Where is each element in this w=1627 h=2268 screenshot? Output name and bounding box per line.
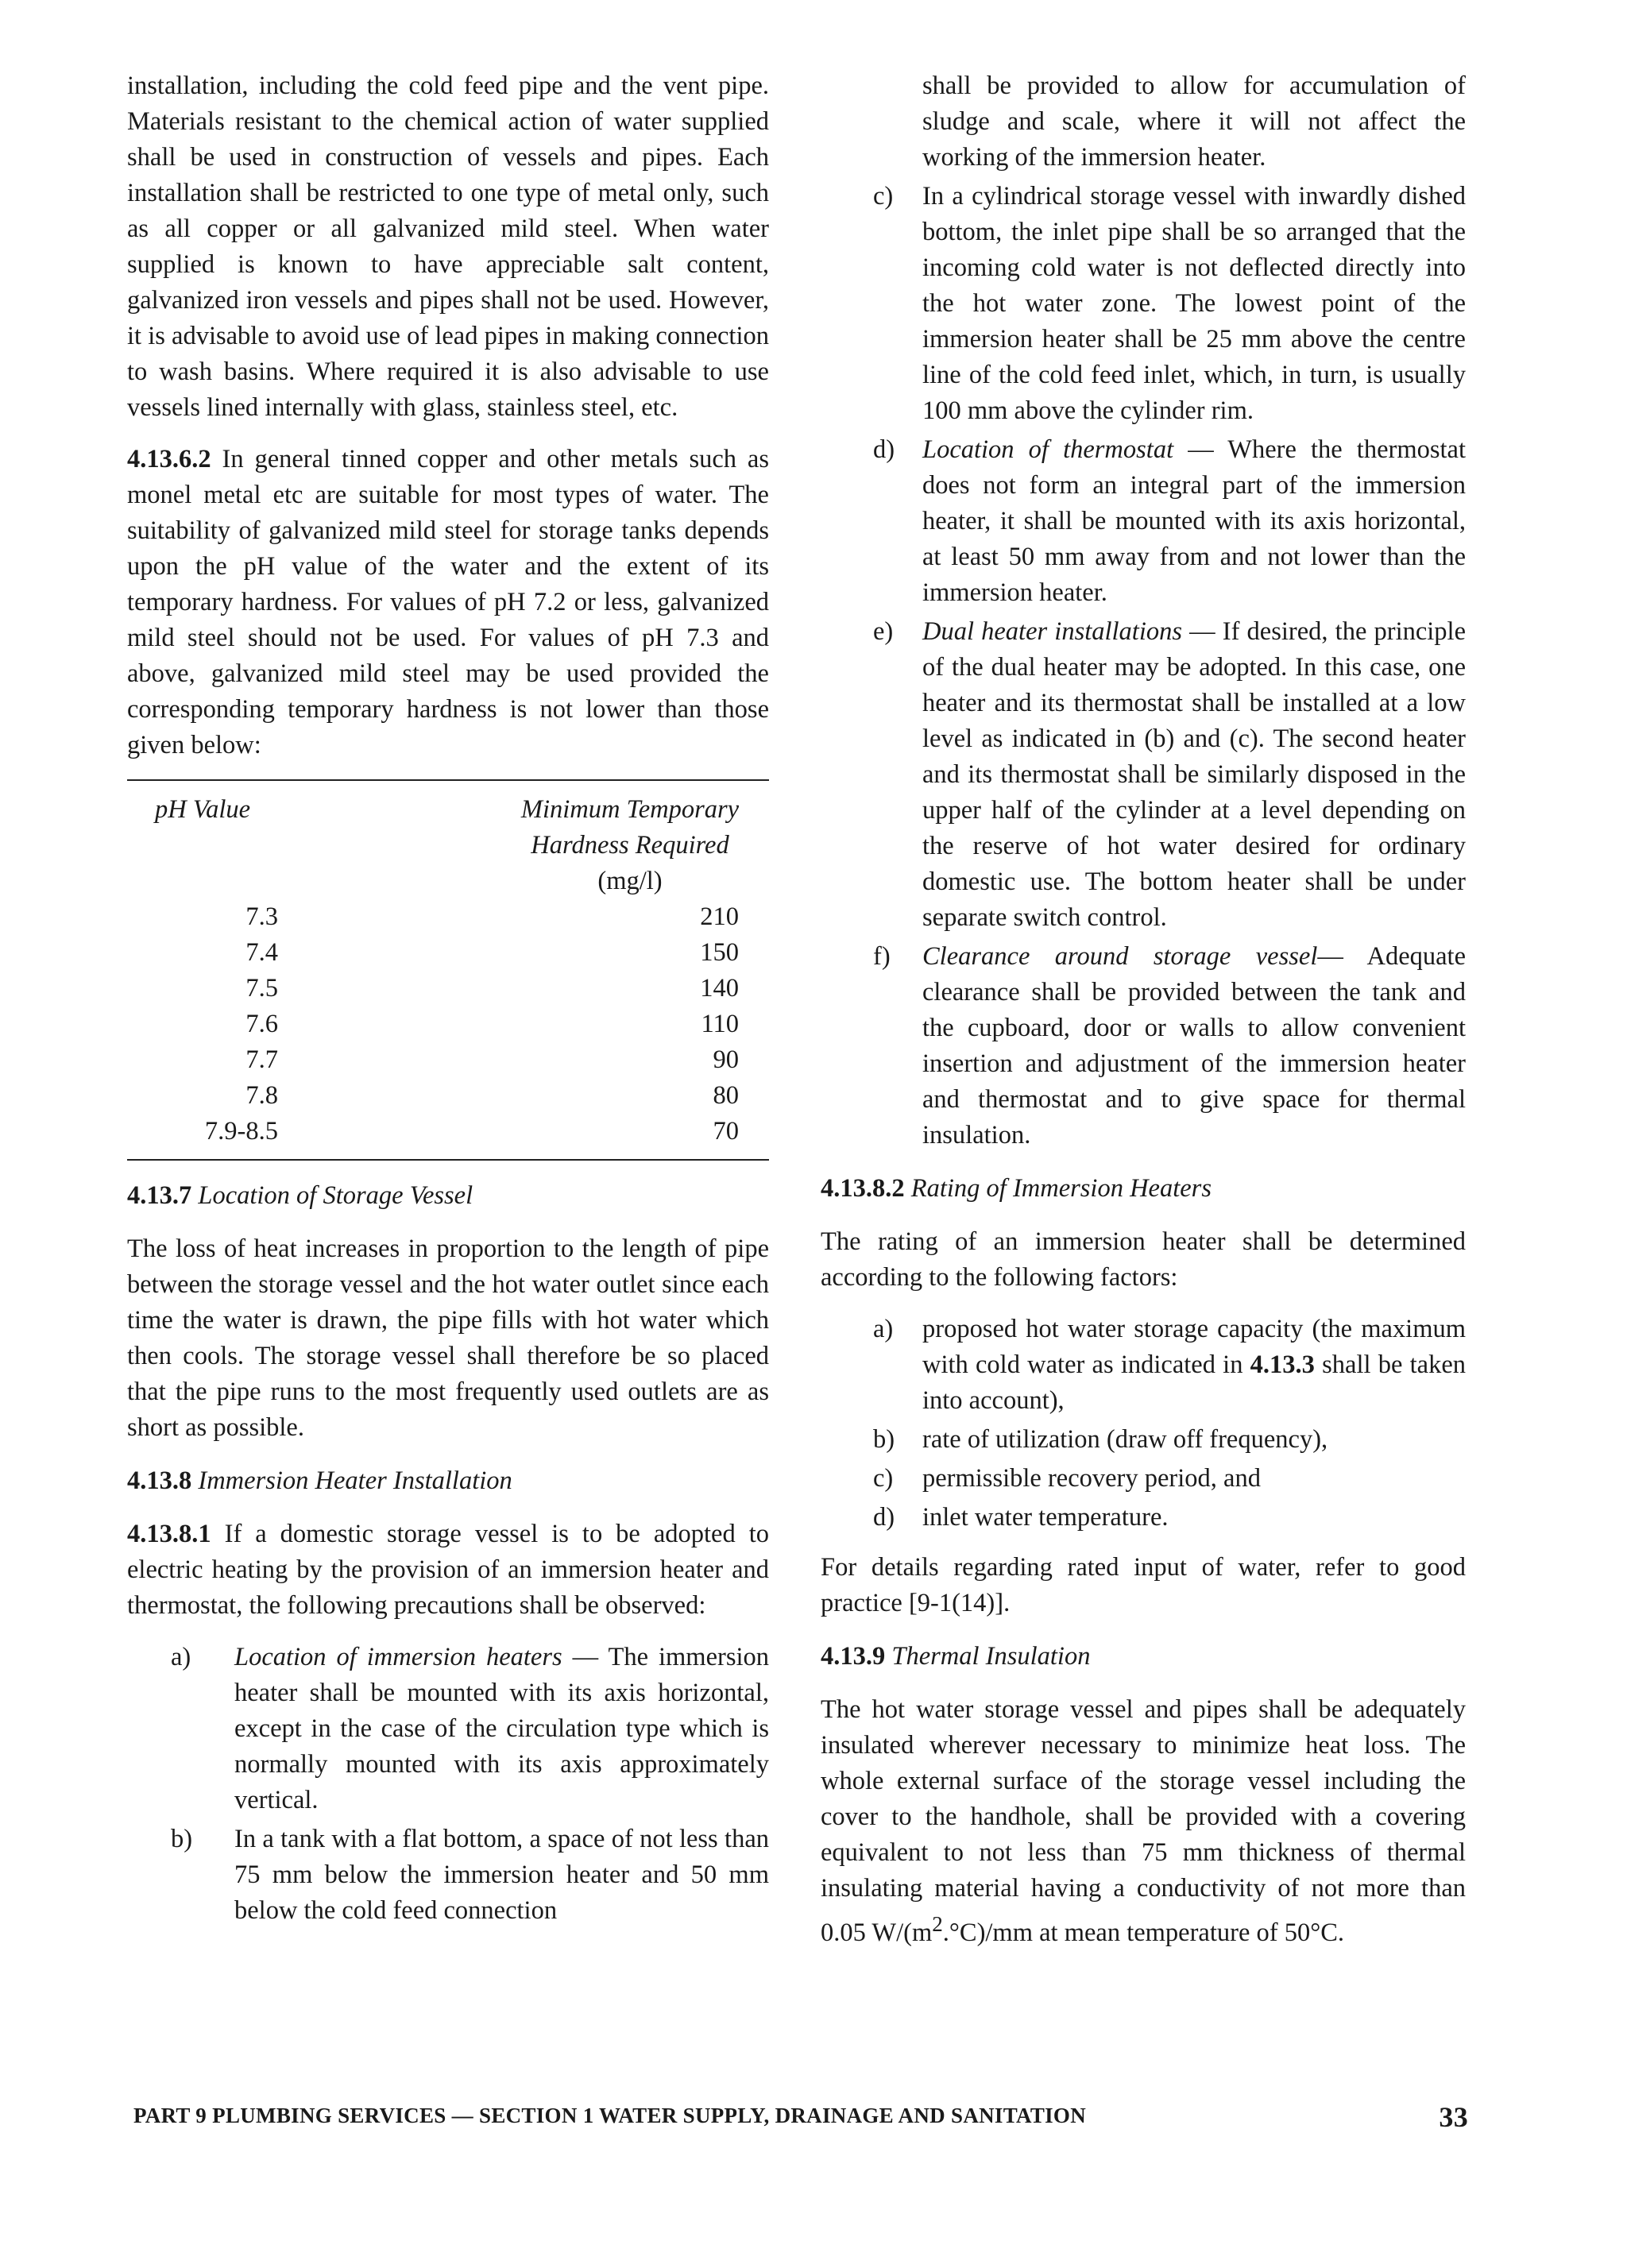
item-title: Location of thermostat [922, 435, 1174, 464]
precautions-list-continued [821, 68, 1466, 1153]
hardness-cell: 140 [700, 974, 739, 1003]
clause-4-13-8-1 [127, 1517, 769, 1624]
hardness-cell: 150 [700, 938, 739, 967]
hardness-cell: 210 [700, 902, 739, 931]
list-item: d) Location of thermostat — Where the thermostat does not form an integral part of the immersion heater, it shall be mounted with its axis horizontal, at least 50 mm away from and not lower than the immersion heater. [821, 432, 1466, 611]
column-header-unit: (mg/l) [597, 867, 663, 895]
item-text: shall be taken into account), [922, 1350, 1467, 1415]
table-row [127, 935, 769, 971]
clause-number: 4.13.8.2 [821, 1174, 905, 1203]
item-text: shall be provided to allow for accumulation of sludge and scale, where it will not affect the working of the immersion heater. [922, 71, 1466, 172]
table-row [127, 1114, 769, 1149]
hardness-cell: 80 [713, 1081, 739, 1110]
ph-cell: 7.8 [245, 1081, 278, 1110]
page-number: 33 [1439, 2101, 1468, 2133]
footer-title: PART 9 PLUMBING SERVICES — SECTION 1 WATER SUPPLY, DRAINAGE AND SANITATION [133, 2104, 1087, 2127]
list-item [821, 179, 1466, 429]
clause-number: 4.13.8 [127, 1466, 192, 1495]
item-text: permissible recovery period, and [922, 1464, 1261, 1493]
item-title: Location of immersion heaters [234, 1643, 562, 1671]
clause-title: Thermal Insulation [891, 1642, 1091, 1671]
item-text: inlet water temperature. [922, 1503, 1169, 1532]
list-item: f) Clearance around storage vessel— Adequate clearance shall be provided between the tank and the cupboard, door or walls to allow convenient insertion and adjustment of the immersion heater and thermostat and to give space for thermal insulation. [821, 939, 1466, 1153]
list-marker: b) [873, 1425, 895, 1454]
list-marker: f) [873, 942, 891, 971]
item-text: The immersion heater shall be mounted with its axis horizontal, except in the case of the circulation type which is normally mounted with its axis approximately vertical. [234, 1643, 770, 1814]
column-header-line: Minimum Temporary [520, 795, 740, 824]
precautions-list [127, 1640, 769, 1929]
item-text: proposed hot water storage capacity (the maximum with cold water as indicated in [922, 1315, 1466, 1379]
hardness-cell: 70 [713, 1117, 739, 1146]
list-item: e) Dual heater installations — If desired, the principle of the dual heater may be adopted. In this case, one heater and its thermostat shall be installed at a low level as indicated in (b) and (c). The second heater and its thermostat shall be similarly disposed in the upper half of the cylinder at a level depending on the reserve of hot water desired for ordinary domestic use. The bottom heater shall be under separate switch control. [821, 614, 1466, 936]
clause-4-13-7-text: The loss of heat increases in proportion to the length of pipe between the storage vessel and the hot water outlet since each time the water is drawn, the pipe fills with hot water which then cools. The storage vessel shall therefore be so placed that the pipe runs to the most frequently used outlets are as short as possible. [127, 1234, 769, 1442]
clause-4-13-9-text [821, 1692, 1466, 1951]
clause-number: 4.13.7 [127, 1181, 192, 1210]
list-marker: d) [873, 435, 895, 464]
list-item [127, 1822, 769, 1929]
list-item [821, 1422, 1466, 1458]
ph-cell: 7.7 [245, 1045, 278, 1074]
clause-text: If a domestic storage vessel is to be adopted to electric heating by the provision of an immersion heater and thermostat, the following precautions shall be observed: [127, 1520, 769, 1620]
table-row [127, 899, 769, 935]
list-marker: b) [171, 1825, 193, 1853]
clause-number: 4.13.6.2 [127, 445, 211, 473]
rating-factors-list [821, 1312, 1466, 1536]
ph-cell: 7.6 [245, 1010, 278, 1038]
item-text: Adequate clearance shall be provided between the tank and the cupboard, door or walls to allow convenient insertion and adjustment of the immersion heater and thermostat and to give space for thermal insulation. [922, 942, 1466, 1149]
details-reference: For details regarding rated input of water, refer to good practice [9-1(14)]. [821, 1553, 1466, 1617]
clause-title: Immersion Heater Installation [198, 1466, 512, 1495]
heading-4-13-7 [127, 1178, 769, 1214]
table-row [127, 1042, 769, 1078]
list-item-continuation [821, 68, 1466, 176]
list-item [821, 1461, 1466, 1497]
ph-cell: 7.4 [245, 938, 278, 967]
clause-reference: 4.13.3 [1250, 1350, 1315, 1379]
item-text: rate of utilization (draw off frequency), [922, 1425, 1328, 1454]
column-header-ph: pH Value [155, 795, 251, 824]
table-header [127, 792, 769, 899]
list-marker: e) [873, 617, 894, 646]
heading-4-13-9 [821, 1639, 1466, 1675]
item-title: Clearance around storage vessel [922, 942, 1318, 971]
list-marker: c) [873, 182, 894, 211]
clause-number: 4.13.8.1 [127, 1520, 211, 1548]
clause-title: Location of Storage Vessel [198, 1181, 473, 1210]
item-text: In a tank with a flat bottom, a space of not less than 75 mm below the immersion heater and 50 mm below the cold feed connection [234, 1825, 769, 1925]
heading-4-13-8-2 [821, 1171, 1466, 1207]
heading-4-13-8 [127, 1463, 769, 1499]
item-text: If desired, the principle of the dual heater may be adopted. In this case, one heater and its thermostat shall be installed at a low level as indicated in (b) and (c). The second heater and its thermostat shall be similarly disposed in the upper half of the cylinder at a level depending on the reserve of hot water desired for ordinary domestic use. The bottom heater shall be under separate switch control. [922, 617, 1467, 932]
hardness-cell: 90 [713, 1045, 739, 1074]
list-item: a) Location of immersion heaters — The immersion heater shall be mounted with its axis horizontal, except in the case of the circulation type which is normally mounted with its axis approximately vertical. [127, 1640, 769, 1818]
clause-4-13-8-2-text: The rating of an immersion heater shall be determined according to the following factors: [821, 1227, 1466, 1292]
ph-cell: 7.3 [245, 902, 278, 931]
clause-text: The hot water storage vessel and pipes shall be adequately insulated wherever necessary to minimize heat loss. The whole external surface of the storage vessel including the cover to the handhole, shall be provided with a covering equivalent to not less than 75 mm thickness of thermal insulating material having a conductivity of not more than 0.05 W/(m [821, 1695, 1466, 1947]
column-header-line: Hardness Required [531, 831, 729, 860]
list-marker: c) [873, 1464, 894, 1493]
hardness-cell: 110 [701, 1010, 739, 1038]
list-marker: a) [171, 1643, 191, 1671]
list-marker: a) [873, 1315, 894, 1343]
clause-number: 4.13.9 [821, 1642, 886, 1671]
list-item [821, 1312, 1466, 1419]
left-column [127, 68, 769, 1932]
clause-text: .°C)/mm at mean temperature of 50°C. [942, 1918, 1345, 1947]
right-column [821, 68, 1466, 1967]
intro-paragraph: installation, including the cold feed pipe and the vent pipe. Materials resistant to the chemical action of water supplied shall be used in construction of vessels and pipes. Each installation shall be restricted to one type of metal only, such as all copper or all galvanized mild steel. When water supplied is known to have appreciable salt content, galvanized iron vessels and pipes shall not be used. However, it is advisable to avoid use of lead pipes in making connection to wash basins. Where required it is also advisable to use vessels lined internally with glass, stainless steel, etc. [127, 71, 769, 422]
table-row [127, 1006, 769, 1042]
item-title: Dual heater installations [922, 617, 1183, 646]
ph-cell: 7.9-8.5 [204, 1117, 278, 1146]
clause-title: Rating of Immersion Heaters [910, 1174, 1212, 1203]
clause-4-13-6-2 [127, 442, 769, 763]
item-text: In a cylindrical storage vessel with inwardly dished bottom, the inlet pipe shall be so arranged that the incoming cold water is not deflected directly into the hot water zone. The lowest point of the immersion heater shall be 25 mm above the centre line of the cold feed inlet, which, in turn, is usually 100 mm above the cylinder rim. [922, 182, 1466, 425]
table-row [127, 971, 769, 1006]
clause-text: In general tinned copper and other metals such as monel metal etc are suitable for most types of water. The suitability of galvanized mild steel for storage tanks depends upon the pH value of the water and the extent of its temporary hardness. For values of pH 7.2 or less, galvanized mild steel should not be used. For values of pH 7.3 and above, galvanized mild steel may be used provided the corresponding temporary hardness is not lower than those given below: [127, 445, 769, 759]
page-footer [133, 2101, 1468, 2133]
list-marker: d) [873, 1503, 895, 1532]
ph-cell: 7.5 [245, 974, 278, 1003]
list-item [821, 1500, 1466, 1536]
column-header-hardness [491, 792, 769, 899]
ph-hardness-table [127, 779, 769, 1161]
table-row [127, 1078, 769, 1114]
superscript: 2 [932, 1912, 943, 1936]
item-text: Where the thermostat does not form an integral part of the immersion heater, it shall be mounted with its axis horizontal, at least 50 mm away from and not lower than the immersion heater. [922, 435, 1466, 607]
